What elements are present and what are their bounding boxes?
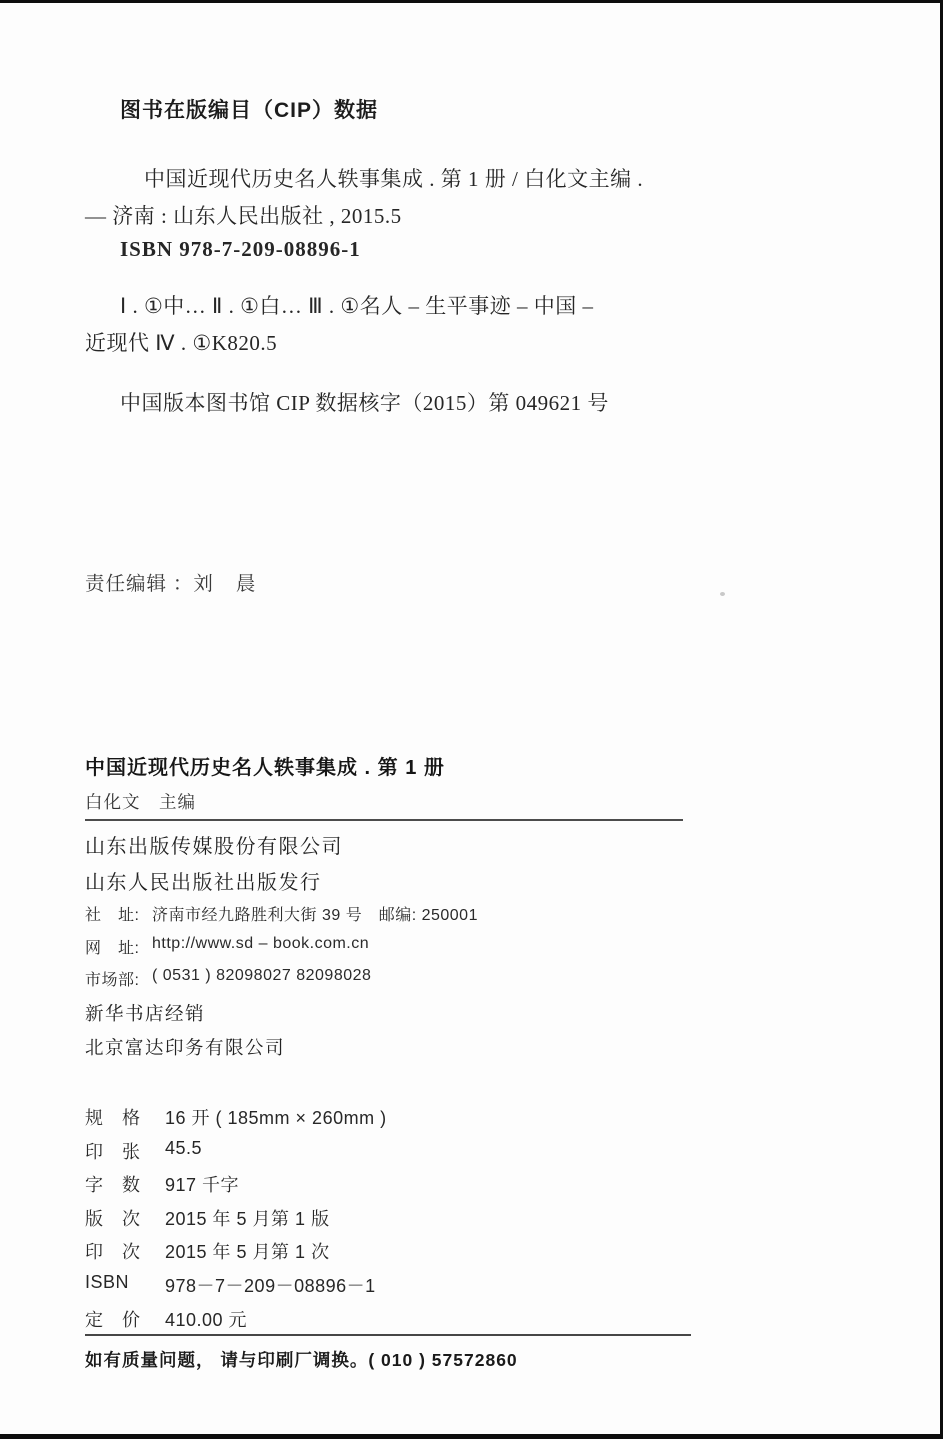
cip-isbn-line: ISBN 978-7-209-08896-1 [120,237,361,261]
cip-entry-line1: 中国近现代历史名人轶事集成 . 第 1 册 / 白化文主编 . [144,167,644,191]
spec-row-format [85,1104,387,1138]
spec-row-edition [85,1205,387,1239]
spec-table [85,1104,387,1339]
cip-classification-line1: Ⅰ . ①中… Ⅱ . ①白… Ⅲ . ①名人 – 生平事迹 – 中国 – [120,294,594,318]
book-title: 中国近现代历史名人轶事集成 . 第 1 册 [85,757,445,779]
contact-row-address [85,902,478,935]
publisher-group: 山东出版传媒股份有限公司 [85,836,343,858]
spec-row-sheets [85,1138,387,1172]
spec-row-isbn [85,1272,387,1306]
website-value: http://www.sd – book.com.cn [152,934,370,952]
publisher-issue: 山东人民出版社出版发行 [85,872,322,894]
divider-rule-bottom [85,1334,691,1336]
cip-heading: 图书在版编目（CIP）数据 [120,99,379,122]
spec-value-isbn: 978－7－209－08896－1 [165,1275,376,1296]
responsible-editor-label: 责任编辑 ： [85,574,194,595]
spec-row-printing [85,1238,387,1272]
distribution-line: 新华书店经销 [85,1003,206,1024]
address-value: 济南市经九路胜利大街 39 号 邮编: 250001 [152,907,478,924]
spec-label-printing: 印 次 [85,1242,141,1263]
spec-row-wordcount [85,1171,387,1205]
marketing-value: ( 0531 ) 82098027 82098028 [152,967,372,984]
quality-note: 如有质量问题， 请与印刷厂调换。( 010 ) 57572860 [85,1350,518,1370]
address-label: 社 址: [85,907,140,924]
responsible-editor-line [85,568,256,596]
spec-label-wordcount: 字 数 [85,1175,141,1196]
contact-row-marketing [85,967,478,1000]
cip-classification-line2: 近现代 Ⅳ . ①K820.5 [85,331,278,355]
spec-value-format: 16 开 ( 185mm × 260mm ) [165,1108,387,1128]
printer-line: 北京富达印务有限公司 [85,1037,286,1058]
scan-edge-top [0,0,943,3]
spec-label-sheets: 印 张 [85,1141,141,1162]
responsible-editor-name-2: 晨 [235,574,257,595]
spec-label-format: 规 格 [85,1108,141,1128]
contact-row-website [85,935,478,968]
spec-label-isbn: ISBN [85,1271,130,1292]
spec-value-wordcount: 917 千字 [165,1175,240,1196]
cip-record-number: 中国版本图书馆 CIP 数据核字（2015）第 049621 号 [120,391,609,415]
marketing-label: 市场部: [85,972,140,989]
divider-rule-top [85,819,683,821]
cip-entry-line2: — 济南 : 山东人民出版社 , 2015.5 [85,204,402,228]
spec-value-price: 410.00 元 [165,1309,248,1330]
spec-label-price: 定 价 [85,1309,141,1330]
spec-value-sheets: 45.5 [165,1137,203,1158]
spec-value-printing: 2015 年 5 月第 1 次 [165,1242,330,1263]
responsible-editor-name-1: 刘 [193,574,214,595]
spec-label-edition: 版 次 [85,1208,141,1229]
chief-editor: 白化文 主编 [85,792,196,812]
scan-edge-bottom [0,1434,943,1439]
spec-value-edition: 2015 年 5 月第 1 版 [165,1208,330,1229]
contact-list [85,902,478,1000]
website-label: 网 址: [85,939,140,957]
scan-speck [720,592,725,596]
